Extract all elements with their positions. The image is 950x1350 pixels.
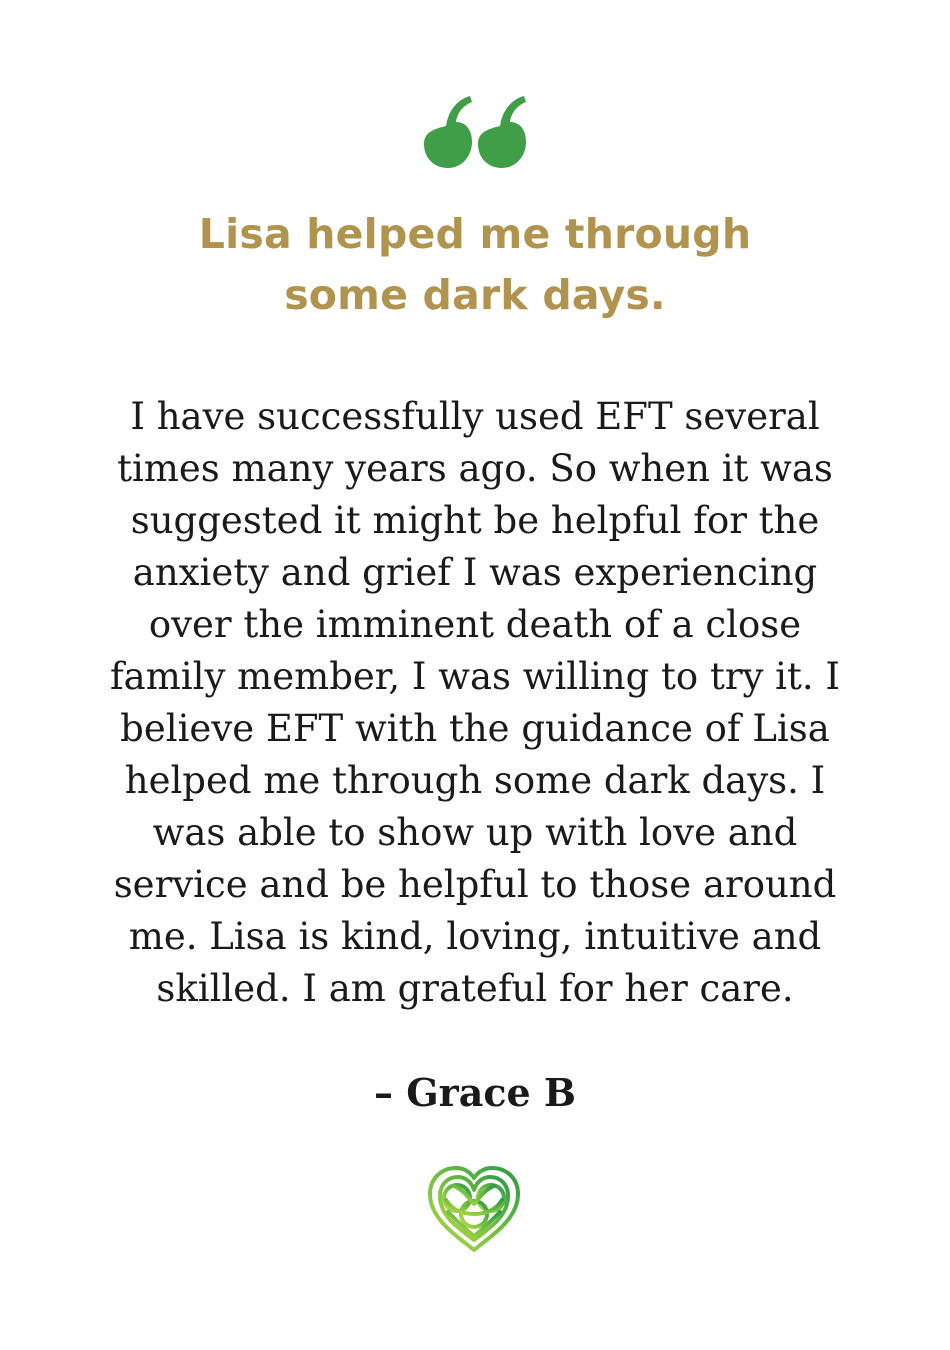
body-line: skilled. I am grateful for her care.	[156, 967, 794, 1010]
testimonial-headline	[0, 204, 950, 326]
body-line: family member, I was willing to try it. I	[109, 655, 841, 698]
body-line: over the imminent death of a close	[148, 603, 802, 646]
body-line: me. Lisa is kind, loving, intuitive and	[128, 915, 822, 958]
body-line: believe EFT with the guidance of Lisa	[120, 707, 830, 750]
body-line: suggested it might be helpful for the	[130, 499, 820, 542]
headline-line: Lisa helped me through	[198, 210, 752, 258]
headline-line: some dark days.	[284, 271, 666, 319]
body-line: times many years ago. So when it was	[117, 447, 833, 490]
body-line: I have successfully used EFT several	[130, 395, 820, 438]
body-line: anxiety and grief I was experiencing	[132, 551, 818, 594]
testimonial-body	[60, 391, 890, 1015]
body-line: service and be helpful to those around	[113, 863, 837, 906]
quote-marks-icon	[422, 94, 528, 174]
body-line: helped me through some dark days. I	[124, 759, 826, 802]
testimonial-author: – Grace B	[374, 1070, 576, 1115]
celtic-heart-knot-icon	[424, 1160, 524, 1256]
body-line: was able to show up with love and	[152, 811, 798, 854]
